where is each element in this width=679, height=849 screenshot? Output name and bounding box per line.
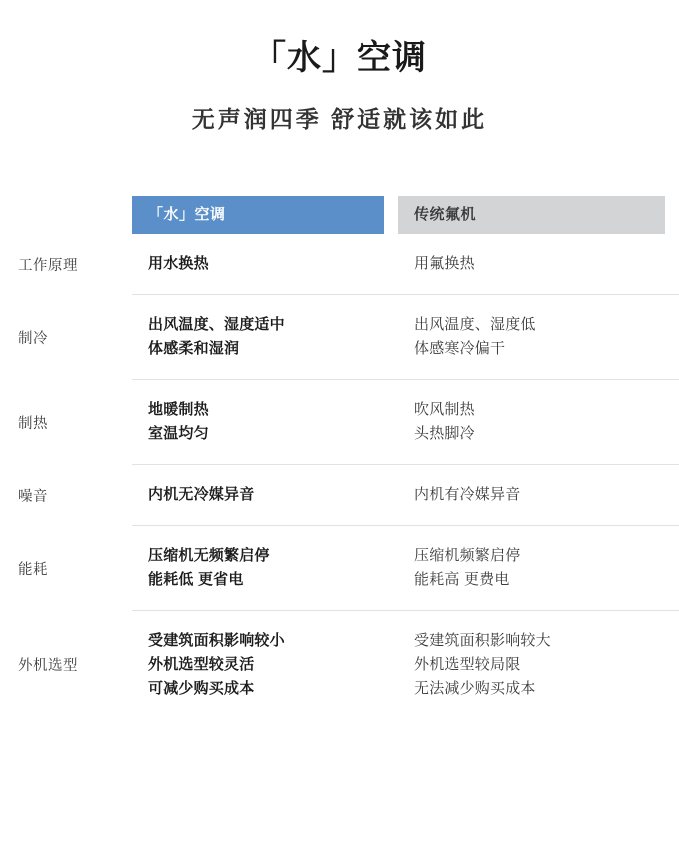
table-header-row [14, 192, 679, 234]
header-spacer-cell [14, 192, 132, 234]
cell-line: 无法减少购买成本 [414, 680, 536, 697]
row-water-0 [132, 234, 398, 295]
table-row [14, 295, 679, 380]
row-traditional-2 [398, 380, 679, 465]
row-traditional-1 [398, 295, 679, 380]
header-cell-water [132, 192, 398, 234]
cell-line: 能耗高 更费电 [414, 571, 510, 588]
row-label-0: 工作原理 [18, 257, 78, 274]
cell-line: 内机有冷媒异音 [414, 486, 521, 503]
row-water-1 [132, 295, 398, 380]
cell-line: 吹风制热 [414, 401, 475, 418]
cell-line: 用氟换热 [414, 255, 475, 272]
row-water-2 [132, 380, 398, 465]
row-water-3 [132, 465, 398, 526]
row-label-4: 能耗 [18, 561, 48, 578]
cell-line: 头热脚冷 [414, 425, 475, 442]
comparison-table-wrap [0, 192, 679, 719]
header-label-traditional: 传统氟机 [398, 196, 665, 234]
row-label-1: 制冷 [18, 330, 48, 347]
row-traditional-4 [398, 526, 679, 611]
cell-line: 可减少购买成本 [148, 680, 255, 697]
table-row [14, 526, 679, 611]
cell-line: 用水换热 [148, 255, 209, 272]
cell-line: 地暖制热 [148, 401, 209, 418]
row-label-5: 外机选型 [18, 658, 78, 675]
cell-line: 内机无冷媒异音 [148, 486, 255, 503]
row-water-4 [132, 526, 398, 611]
cell-line: 体感寒冷偏干 [414, 340, 506, 357]
row-water-5 [132, 611, 398, 720]
table-row [14, 234, 679, 295]
page-subtitle: 无声润四季 舒适就该如此 [191, 106, 488, 132]
cell-line: 能耗低 更省电 [148, 571, 244, 588]
header-cell-traditional [398, 192, 679, 234]
row-label-3: 噪音 [18, 488, 48, 505]
cell-line: 出风温度、湿度适中 [148, 316, 285, 333]
page-title: 「水」空调 [252, 39, 427, 77]
table-header [14, 192, 679, 234]
table-row [14, 465, 679, 526]
cell-line: 压缩机无频繁启停 [148, 547, 270, 564]
cell-line: 压缩机频繁启停 [414, 547, 521, 564]
table-body [14, 234, 679, 719]
cell-line: 出风温度、湿度低 [414, 316, 536, 333]
cell-line: 室温均匀 [148, 425, 209, 442]
row-label-2: 制热 [18, 415, 48, 432]
cell-line: 外机选型较局限 [414, 656, 521, 673]
row-traditional-0 [398, 234, 679, 295]
cell-line: 受建筑面积影响较小 [148, 632, 285, 649]
comparison-table [14, 192, 679, 719]
table-row [14, 611, 679, 720]
cell-line: 外机选型较灵活 [148, 656, 255, 673]
cell-line: 受建筑面积影响较大 [414, 632, 551, 649]
row-traditional-3 [398, 465, 679, 526]
row-traditional-5 [398, 611, 679, 720]
comparison-page [0, 30, 679, 849]
cell-line: 体感柔和湿润 [148, 340, 240, 357]
table-row [14, 380, 679, 465]
header-label-water: 「水」空调 [132, 196, 384, 234]
